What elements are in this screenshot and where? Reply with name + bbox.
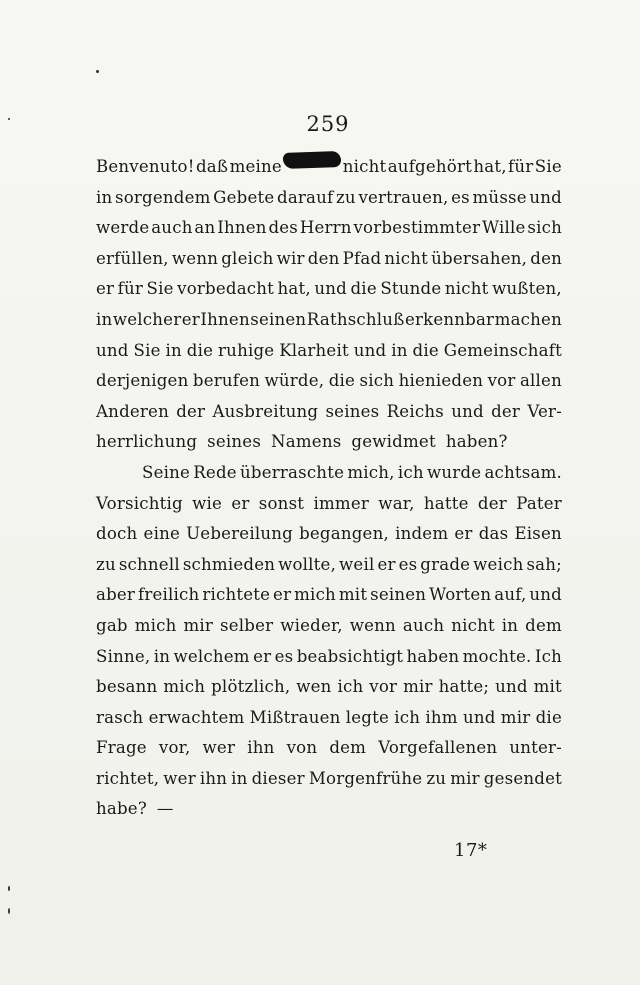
text-line (96, 274, 562, 305)
word: allen (519, 371, 562, 391)
word: welchem (173, 646, 250, 666)
word: herrlichung (96, 432, 198, 452)
word: zu (335, 187, 356, 207)
word: aufgehört (387, 157, 472, 176)
word: er (96, 279, 115, 299)
word: Herrn (299, 218, 352, 238)
word: auch (151, 218, 193, 238)
word: unter- (509, 738, 562, 758)
word: gesendet (483, 768, 562, 788)
word: dem (329, 738, 367, 758)
word: auch (402, 615, 445, 635)
ink-speck (8, 908, 10, 914)
word: die (535, 707, 562, 727)
word: plötzlich, (211, 677, 291, 697)
word: die (328, 371, 356, 391)
word: in (391, 340, 408, 360)
word: dem (525, 615, 562, 635)
word: mir (403, 677, 433, 697)
word: sah; (526, 554, 562, 574)
word: die (412, 340, 439, 360)
word: Sie (146, 279, 174, 299)
word: und (529, 187, 562, 207)
word: vertrauen, (358, 187, 449, 207)
word: nicht (384, 248, 429, 268)
signature-mark: 17* (454, 840, 488, 861)
text-line (96, 183, 562, 214)
text-line (96, 642, 562, 673)
word: er (181, 309, 200, 329)
word: ihn (199, 768, 228, 788)
page-number: 259 (306, 112, 350, 136)
word: haben? (445, 432, 508, 452)
word: des (268, 218, 299, 238)
word: es (274, 646, 294, 666)
word: erkennbar (404, 309, 495, 329)
word: Eisen (514, 524, 562, 544)
word: und (529, 585, 562, 605)
word: mich (294, 585, 336, 605)
word: beabsichtigt (296, 646, 404, 666)
word: war, (378, 493, 415, 513)
word: sich (359, 371, 395, 391)
word: auf, (494, 585, 527, 605)
text-line (96, 336, 562, 367)
word: indem (395, 524, 449, 544)
word: — (156, 799, 174, 819)
ink-speck (96, 70, 99, 73)
word: die (186, 340, 214, 360)
word: mochte. (462, 646, 532, 666)
word: hat, (473, 157, 507, 176)
word: wurde (426, 462, 482, 482)
word: Ihnen (200, 309, 250, 329)
word: seinen (370, 585, 427, 605)
word: vorbestimmter (353, 218, 481, 238)
word: wenn (349, 615, 396, 635)
word: mich (163, 677, 206, 697)
word: zu (426, 768, 447, 788)
word: wollte, (278, 554, 337, 574)
word: ich (394, 707, 421, 727)
word: von (286, 738, 318, 758)
word: haben (406, 646, 460, 666)
body-text (96, 152, 562, 825)
text-line (96, 733, 562, 764)
word: den (530, 248, 562, 268)
word: wen (296, 677, 332, 697)
word: Ich (534, 646, 562, 666)
word: gleich (221, 248, 274, 268)
text-line (96, 458, 562, 489)
word: und (495, 677, 528, 697)
word: Ver- (527, 401, 562, 421)
word: in (231, 768, 248, 788)
word: der (477, 493, 507, 513)
word: wer (163, 768, 196, 788)
word: ihn (247, 738, 275, 758)
word: er (253, 646, 272, 666)
text-line (96, 152, 562, 183)
word: vorbedacht (177, 279, 275, 299)
word: würde, (264, 371, 325, 391)
text-line (96, 489, 562, 520)
word: selber (220, 615, 274, 635)
word: grade (420, 554, 471, 574)
word: vor (487, 371, 516, 391)
word: schnell (118, 554, 180, 574)
word: in (96, 309, 113, 329)
word: Benvenuto! (96, 157, 195, 176)
word: in (165, 340, 182, 360)
word: gab (96, 615, 128, 635)
text-line (96, 244, 562, 275)
word: Pfad (342, 248, 382, 268)
text-line (96, 764, 562, 795)
word: welcher (112, 309, 182, 329)
word: Sie (133, 340, 161, 360)
text-line (96, 611, 562, 642)
word: freilich (138, 585, 200, 605)
word: für (508, 157, 534, 176)
word: Seine (142, 462, 191, 482)
word: Rathschluß (306, 309, 405, 329)
text-line (96, 397, 562, 428)
word: müsse (472, 187, 527, 207)
word: er (377, 554, 396, 574)
word: wer (202, 738, 236, 758)
word: Vorgefallenen (378, 738, 498, 758)
word: derjenigen (96, 371, 189, 391)
word: und (314, 279, 347, 299)
word: sorgendem (115, 187, 211, 207)
word: nicht (444, 279, 489, 299)
word: Ausbreitung (212, 401, 319, 421)
word: der (491, 401, 521, 421)
word: eine (143, 524, 180, 544)
word: an (194, 218, 216, 238)
word: legte (345, 707, 390, 727)
word: Mißtrauen (249, 707, 341, 727)
ink-speck (8, 886, 10, 891)
text-line (96, 794, 562, 825)
word: und (451, 401, 484, 421)
word: wie (192, 493, 223, 513)
word: Worten (429, 585, 492, 605)
word: Reichs (386, 401, 444, 421)
word: ich (397, 462, 424, 482)
word: nicht (342, 157, 387, 176)
word: richtete (202, 585, 271, 605)
word: achtsam. (484, 462, 562, 482)
word: wir (276, 248, 305, 268)
word: weil (339, 554, 375, 574)
word: aber (96, 585, 136, 605)
word: werde (96, 218, 150, 238)
word: der (176, 401, 206, 421)
word: Sie (534, 157, 562, 176)
word: Vorsichtig (96, 493, 183, 513)
word: für (117, 279, 144, 299)
word: seinen (250, 309, 307, 329)
word: wenn (171, 248, 219, 268)
word: hienieden (398, 371, 484, 391)
word: er (273, 585, 292, 605)
word: ich (337, 677, 364, 697)
word: erwachtem (148, 707, 245, 727)
word: weich (473, 554, 524, 574)
word: begangen, (299, 524, 389, 544)
word: berufen (192, 371, 261, 391)
word: überraschte (240, 462, 345, 482)
word: meine (229, 157, 282, 176)
word: dieser (251, 768, 305, 788)
text-line (96, 427, 562, 458)
word: ruhige (218, 340, 275, 360)
word: schmieden (182, 554, 276, 574)
word: er (231, 493, 250, 513)
text-line (96, 213, 562, 244)
word: rasch (96, 707, 144, 727)
word: es (398, 554, 418, 574)
word: vor, (158, 738, 191, 758)
word: hat, (277, 279, 311, 299)
word: richtet, (96, 768, 160, 788)
word: hatte (423, 493, 469, 513)
word: Gemeinschaft (443, 340, 562, 360)
word: gewidmet (351, 432, 436, 452)
word: Sinne, (96, 646, 151, 666)
word: in (153, 646, 171, 666)
word: sich (527, 218, 562, 238)
word: mir (500, 707, 531, 727)
word: hatte; (438, 677, 490, 697)
word: und (96, 340, 129, 360)
word: sonst (258, 493, 305, 513)
word: Wille (482, 218, 526, 238)
word: mich (134, 615, 177, 635)
word: Pater (516, 493, 562, 513)
word: und (353, 340, 387, 360)
word: es (451, 187, 470, 207)
word: daß (195, 157, 229, 176)
word: seines (325, 401, 380, 421)
word: besann (96, 677, 158, 697)
text-line (96, 672, 562, 703)
word: Klarheit (279, 340, 349, 360)
word: und (462, 707, 496, 727)
redaction-mark (283, 151, 342, 169)
word: den (307, 248, 340, 268)
word: das (478, 524, 509, 544)
word: mit (338, 585, 368, 605)
word: habe? (96, 799, 147, 819)
word: Anderen (96, 401, 169, 421)
word: darauf (277, 187, 334, 207)
word: nicht (451, 615, 495, 635)
word: wieder, (280, 615, 343, 635)
word: Ihnen (217, 218, 267, 238)
word: Stunde (380, 279, 442, 299)
text-line (96, 305, 562, 336)
word: Gebete (213, 187, 275, 207)
word: wußten, (492, 279, 562, 299)
text-line (96, 550, 562, 581)
word: Namens (271, 432, 342, 452)
word: vor (369, 677, 398, 697)
word: doch (96, 524, 138, 544)
word: mich, (347, 462, 395, 482)
word: erfüllen, (96, 248, 169, 268)
word: Frage (96, 738, 147, 758)
text-line (96, 366, 562, 397)
word: in (96, 187, 113, 207)
word: in (501, 615, 519, 635)
word: Uebereilung (186, 524, 293, 544)
word: übersahen, (431, 248, 528, 268)
word: mit (533, 677, 562, 697)
text-line (96, 519, 562, 550)
word: ihm (425, 707, 458, 727)
word: zu (96, 554, 116, 574)
word: Rede (193, 462, 237, 482)
text-line (96, 703, 562, 734)
word: Morgenfrühe (308, 768, 423, 788)
word: mir (183, 615, 214, 635)
word: machen (494, 309, 562, 329)
word: seines (207, 432, 262, 452)
text-line (96, 580, 562, 611)
word: die (350, 279, 377, 299)
word: immer (313, 493, 369, 513)
word: mir (450, 768, 480, 788)
word: er (454, 524, 473, 544)
